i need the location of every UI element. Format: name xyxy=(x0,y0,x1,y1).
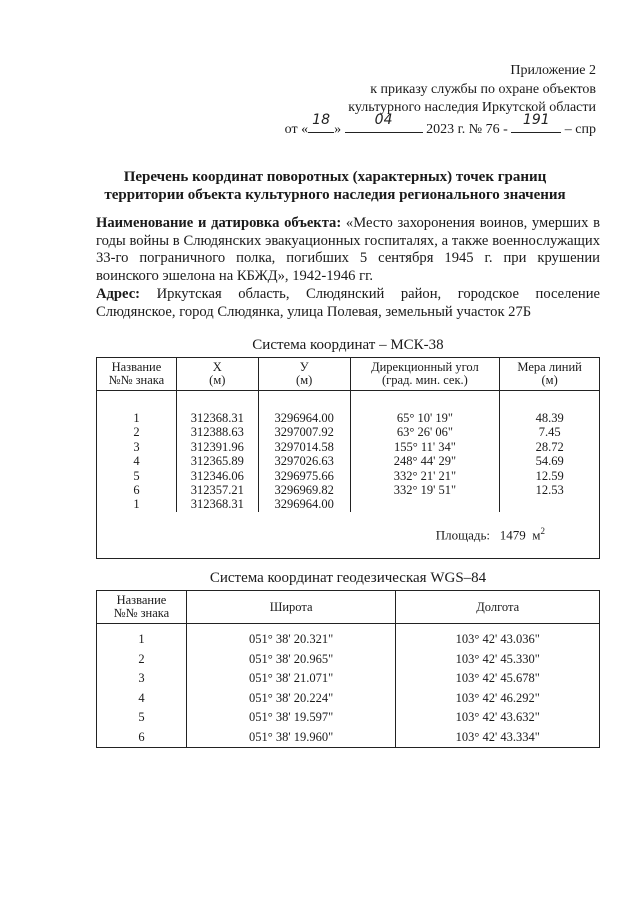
table-row: 4 312365.89 3297026.63 248° 44' 29" 54.69 xyxy=(97,454,600,468)
msk-caption: Система координат – МСК-38 xyxy=(252,337,444,353)
order-suffix: – спр xyxy=(564,122,596,137)
table-row: 1 051° 38' 20.321" 103° 42' 43.036" xyxy=(97,624,600,650)
table-row: 3 051° 38' 21.071" 103° 42' 45.678" xyxy=(97,669,600,689)
order-year: 2023 г. № 76 - xyxy=(426,122,508,137)
msk-col-angle: Дирекционный угол (град. мин. сек.) xyxy=(350,358,500,391)
area-cell xyxy=(97,512,600,559)
msk-col-name: Название №№ знака xyxy=(97,358,177,391)
order-month-handwritten: 04 xyxy=(374,112,393,128)
order-day-field xyxy=(308,112,334,133)
wgs-col-lat: Широта xyxy=(186,591,396,624)
appendix-title: Приложение 2 xyxy=(510,63,596,78)
table-row: 4 051° 38' 20.224" 103° 42' 46.292" xyxy=(97,689,600,709)
order-day-handwritten: 18 xyxy=(312,112,330,128)
table-row: 5 312346.06 3296975.66 332° 21' 21" 12.59 xyxy=(97,469,600,483)
address-value: Иркутская область, Слюдянский район, городское поселение Слюдянское, город Слюдянка, улица Полевая, земельный участок 27Б xyxy=(96,286,600,320)
msk-spacer xyxy=(97,391,600,412)
wgs-col-lon: Долгота xyxy=(396,591,600,624)
area-label: Площадь: xyxy=(435,527,491,543)
msk-col-length: Мера линий (м) xyxy=(500,358,600,391)
order-authority-line: культурного наследия Иркутской области xyxy=(348,100,596,115)
table-row: 1 312368.31 3296964.00 65° 10' 19" 48.39 xyxy=(97,411,600,425)
object-description xyxy=(96,215,600,285)
table-row: 6 051° 38' 19.960" 103° 42' 43.334" xyxy=(97,728,600,748)
order-mid: » xyxy=(334,122,342,137)
object-address xyxy=(96,286,600,321)
msk-coordinates-table xyxy=(96,357,600,559)
order-number-handwritten: 191 xyxy=(522,112,550,128)
area-exponent: 2 xyxy=(540,526,545,537)
wgs-col-name: Название №№ знака xyxy=(97,591,187,624)
msk-header-row xyxy=(97,358,600,391)
wgs-coordinates-table xyxy=(96,590,600,748)
table-row: 2 312388.63 3297007.92 63° 26' 06" 7.45 xyxy=(97,425,600,439)
order-reference-line: к приказу службы по охране объектов xyxy=(370,82,596,97)
doc-title-line2: территории объекта культурного наследия регионального значения xyxy=(104,187,566,203)
table-row: 2 051° 38' 20.965" 103° 42' 45.330" xyxy=(97,650,600,670)
address-label: Адрес: xyxy=(96,286,141,302)
table-row: 3 312391.96 3297014.58 155° 11' 34" 28.72 xyxy=(97,440,600,454)
order-date-line xyxy=(284,112,596,138)
table-row: 1 312368.31 3296964.00 xyxy=(97,497,600,511)
object-name-value: «Место захоронения воинов, умерших в годы войны в Слюдянских эвакуационных госпиталях, а также военнослужащих 33-го пограничного полка, погибших 5 сентября 1945 г. при крушении воинского эшелона на КБЖД», 1942-1946 гг. xyxy=(96,215,600,284)
msk-area-row xyxy=(97,512,600,559)
area-value: 1479 xyxy=(499,527,526,543)
wgs-caption: Система координат геодезическая WGS–84 xyxy=(209,570,487,586)
table-row: 6 312357.21 3296969.82 332° 19' 51" 12.53 xyxy=(97,483,600,497)
order-prefix: от « xyxy=(284,122,309,137)
wgs-header-row xyxy=(97,591,600,624)
order-month-field xyxy=(345,112,423,133)
table-row: 5 051° 38' 19.597" 103° 42' 43.632" xyxy=(97,708,600,728)
msk-col-x: Х (м) xyxy=(176,358,258,391)
msk-col-y: У (м) xyxy=(258,358,350,391)
area-unit: м xyxy=(532,527,541,543)
doc-title-line1: Перечень координат поворотных (характерных) точек границ xyxy=(123,169,547,185)
object-name-label: Наименование и датировка объекта: xyxy=(96,215,342,231)
order-number-field xyxy=(511,112,561,133)
